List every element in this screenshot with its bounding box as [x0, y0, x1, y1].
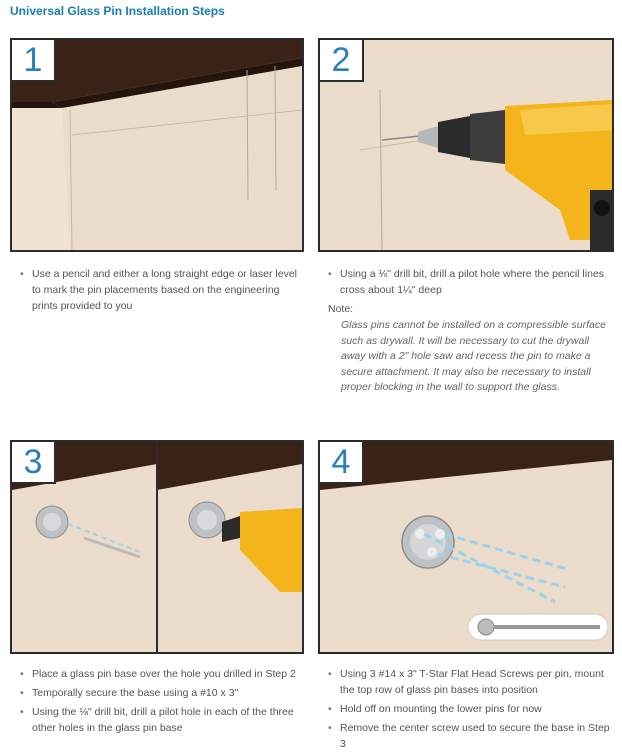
step-3-bullet: • Place a glass pin base over the hole you drilled in Step 2 — [20, 666, 310, 682]
step-4-number: 4 — [320, 442, 364, 484]
step-2-bullets — [328, 266, 614, 301]
step-1-bullets — [20, 266, 302, 317]
step-4-bullet: • Hold off on mounting the lower pins for now — [328, 701, 614, 717]
step-3-illustration — [10, 440, 304, 654]
step-3-number: 3 — [12, 442, 56, 484]
step-2-bullet: • Using a ⅛" drill bit, drill a pilot hole where the pencil lines cross about 1¼" deep — [328, 266, 614, 298]
step-4-bullets — [328, 666, 614, 755]
step-4-illustration — [318, 440, 614, 654]
note-label: Note: — [328, 303, 354, 315]
step-3-bullets — [20, 666, 310, 739]
step-2-number: 2 — [320, 40, 364, 82]
step-4-bullet: • Using 3 #14 x 3" T-Star Flat Head Screws per pin, mount the top row of glass pin bases into position — [328, 666, 614, 698]
page-title: Universal Glass Pin Installation Steps — [10, 4, 225, 18]
step-4-bullet: • Remove the center screw used to secure the base in Step 3 — [328, 720, 614, 752]
step-2-illustration — [318, 38, 614, 252]
step-1-bullet: • Use a pencil and either a long straight edge or laser level to mark the pin placements based on the engineering prints provided to you — [20, 266, 302, 314]
step-1-illustration — [10, 38, 304, 252]
step-3-bullet: • Temporally secure the base using a #10 x 3" — [20, 685, 310, 701]
step-1-number: 1 — [12, 40, 56, 82]
note-text: Glass pins cannot be installed on a compressible surface such as drywall. It will be necessary to cut the drywall away with a 2" hole saw and recess the pin to make a secure attachment. It may also be necessary to install proper blocking in the wall to support the glass. — [341, 319, 606, 393]
step-3-bullet: • Using the ⅛" drill bit, drill a pilot hole in each of the three other holes in the glass pin base — [20, 704, 310, 736]
